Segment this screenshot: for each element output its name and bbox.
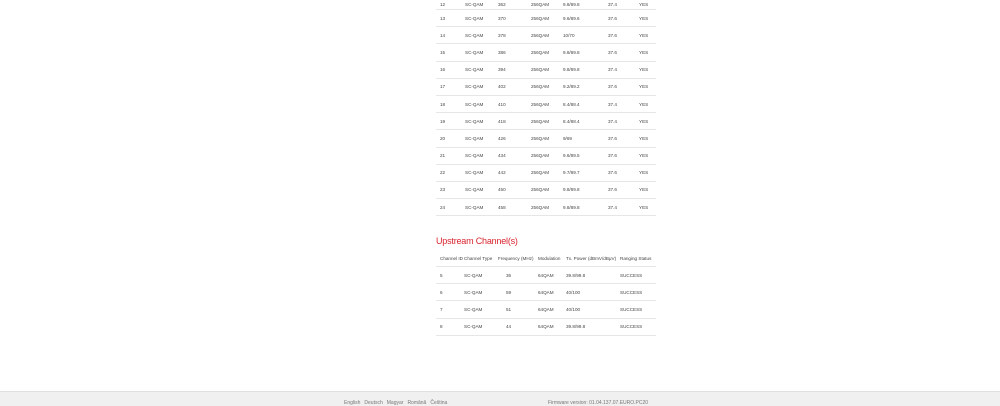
downstream-row <box>436 199 656 216</box>
downstream-cell-channel-type: SC-QAM <box>465 95 498 112</box>
downstream-cell-frequency: 370 <box>498 10 531 27</box>
downstream-cell-lock-status: YES <box>639 61 656 78</box>
downstream-cell-snr: 37.4 <box>608 113 639 130</box>
header-channel-type: Channel Type <box>464 250 498 267</box>
downstream-cell-modulation: 256QAM <box>531 147 563 164</box>
downstream-cell-channel-id: 20 <box>436 130 465 147</box>
downstream-cell-power-level: 9.8/89.8 <box>563 44 608 61</box>
upstream-cell-ranging-status: SUCCESS <box>620 267 656 284</box>
downstream-cell-channel-id: 17 <box>436 78 465 95</box>
upstream-cell-channel-type: SC-QAM <box>464 267 498 284</box>
downstream-row <box>436 78 656 95</box>
downstream-row <box>436 164 656 181</box>
downstream-cell-power-level: 9.2/89.2 <box>563 78 608 95</box>
downstream-cell-channel-id: 24 <box>436 199 465 216</box>
downstream-cell-channel-type: SC-QAM <box>465 181 498 198</box>
downstream-cell-modulation: 256QAM <box>531 130 563 147</box>
downstream-cell-channel-id: 22 <box>436 164 465 181</box>
downstream-cell-channel-id: 23 <box>436 181 465 198</box>
downstream-cell-frequency: 362 <box>498 0 531 10</box>
downstream-cell-channel-type: SC-QAM <box>465 147 498 164</box>
upstream-cell-modulation: 64QAM <box>538 318 566 335</box>
downstream-cell-power-level: 9.7/89.7 <box>563 164 608 181</box>
downstream-cell-channel-type: SC-QAM <box>465 199 498 216</box>
downstream-cell-power-level: 9.8/89.8 <box>563 61 608 78</box>
header-modulation: Modulation <box>538 250 566 267</box>
upstream-cell-frequency: 59 <box>498 284 538 301</box>
downstream-cell-power-level: 9/69 <box>563 130 608 147</box>
downstream-cell-lock-status: YES <box>639 27 656 44</box>
upstream-cell-tx-power: 40/100 <box>566 301 620 318</box>
downstream-cell-modulation: 256QAM <box>531 113 563 130</box>
downstream-cell-channel-type: SC-QAM <box>465 113 498 130</box>
downstream-cell-channel-id: 21 <box>436 147 465 164</box>
upstream-cell-tx-power: 39.8/99.8 <box>566 318 620 335</box>
downstream-table-body <box>436 0 656 216</box>
upstream-cell-frequency: 51 <box>498 301 538 318</box>
header-channel-id: Channel ID <box>436 250 464 267</box>
downstream-cell-channel-id: 19 <box>436 113 465 130</box>
upstream-cell-channel-type: SC-QAM <box>464 284 498 301</box>
downstream-row <box>436 61 656 78</box>
header-ranging-status: Ranging Status <box>620 250 656 267</box>
downstream-cell-frequency: 394 <box>498 61 531 78</box>
downstream-cell-snr: 37.4 <box>608 199 639 216</box>
language-link[interactable]: Română <box>407 400 427 406</box>
downstream-cell-power-level: 8.4/88.4 <box>563 95 608 112</box>
upstream-cell-modulation: 64QAM <box>538 267 566 284</box>
upstream-header-row <box>436 250 656 267</box>
downstream-cell-modulation: 256QAM <box>531 44 563 61</box>
footer <box>0 391 1000 406</box>
downstream-cell-snr: 37.6 <box>608 10 639 27</box>
downstream-row <box>436 181 656 198</box>
downstream-cell-lock-status: YES <box>639 0 656 10</box>
downstream-cell-channel-id: 13 <box>436 10 465 27</box>
downstream-cell-channel-type: SC-QAM <box>465 130 498 147</box>
downstream-cell-lock-status: YES <box>639 95 656 112</box>
downstream-cell-channel-id: 16 <box>436 61 465 78</box>
language-selector <box>344 400 451 406</box>
downstream-cell-modulation: 256QAM <box>531 61 563 78</box>
upstream-cell-ranging-status: SUCCESS <box>620 318 656 335</box>
downstream-cell-channel-type: SC-QAM <box>465 61 498 78</box>
upstream-cell-channel-id: 6 <box>436 284 464 301</box>
downstream-cell-lock-status: YES <box>639 130 656 147</box>
upstream-cell-tx-power: 40/100 <box>566 284 620 301</box>
downstream-cell-frequency: 402 <box>498 78 531 95</box>
downstream-cell-power-level: 9.8/89.8 <box>563 0 608 10</box>
downstream-cell-snr: 37.6 <box>608 181 639 198</box>
upstream-cell-channel-id: 7 <box>436 301 464 318</box>
downstream-cell-snr: 37.4 <box>608 61 639 78</box>
downstream-cell-snr: 37.6 <box>608 147 639 164</box>
downstream-cell-modulation: 256QAM <box>531 95 563 112</box>
downstream-row <box>436 147 656 164</box>
downstream-cell-lock-status: YES <box>639 199 656 216</box>
downstream-cell-power-level: 10/70 <box>563 27 608 44</box>
downstream-row <box>436 27 656 44</box>
downstream-cell-power-level: 8.4/88.4 <box>563 113 608 130</box>
upstream-table <box>436 250 656 336</box>
header-frequency: Frequency (MHz) <box>498 250 538 267</box>
downstream-cell-frequency: 386 <box>498 44 531 61</box>
downstream-cell-lock-status: YES <box>639 181 656 198</box>
downstream-cell-channel-id: 14 <box>436 27 465 44</box>
upstream-cell-frequency: 44 <box>498 318 538 335</box>
downstream-cell-channel-id: 12 <box>436 0 465 10</box>
downstream-cell-power-level: 9.6/89.6 <box>563 10 608 27</box>
language-link[interactable]: Deutsch <box>364 400 383 406</box>
downstream-cell-frequency: 426 <box>498 130 531 147</box>
downstream-cell-power-level: 9.6/89.5 <box>563 147 608 164</box>
downstream-cell-lock-status: YES <box>639 164 656 181</box>
language-link[interactable]: Magyar <box>386 400 404 406</box>
upstream-cell-channel-type: SC-QAM <box>464 301 498 318</box>
downstream-cell-lock-status: YES <box>639 10 656 27</box>
upstream-row <box>436 301 656 318</box>
downstream-cell-frequency: 410 <box>498 95 531 112</box>
downstream-cell-modulation: 256QAM <box>531 164 563 181</box>
downstream-cell-modulation: 256QAM <box>531 27 563 44</box>
downstream-cell-snr: 37.6 <box>608 164 639 181</box>
language-link[interactable]: English <box>344 400 361 406</box>
downstream-row <box>436 130 656 147</box>
header-tx-power: Tx. Power (dBmV/dBμV) <box>566 250 620 267</box>
downstream-cell-snr: 37.4 <box>608 95 639 112</box>
downstream-cell-modulation: 256QAM <box>531 78 563 95</box>
downstream-cell-power-level: 9.8/89.8 <box>563 199 608 216</box>
downstream-cell-channel-id: 18 <box>436 95 465 112</box>
downstream-row <box>436 0 656 10</box>
downstream-cell-channel-type: SC-QAM <box>465 44 498 61</box>
downstream-cell-channel-type: SC-QAM <box>465 78 498 95</box>
language-link[interactable]: Čeština <box>430 400 448 406</box>
upstream-cell-frequency: 36 <box>498 267 538 284</box>
downstream-cell-channel-type: SC-QAM <box>465 164 498 181</box>
downstream-cell-modulation: 256QAM <box>531 199 563 216</box>
downstream-cell-snr: 37.6 <box>608 130 639 147</box>
downstream-row <box>436 10 656 27</box>
downstream-cell-frequency: 450 <box>498 181 531 198</box>
downstream-cell-frequency: 442 <box>498 164 531 181</box>
upstream-cell-channel-id: 8 <box>436 318 464 335</box>
upstream-table-body <box>436 267 656 336</box>
downstream-cell-snr: 37.6 <box>608 78 639 95</box>
upstream-row <box>436 284 656 301</box>
downstream-cell-lock-status: YES <box>639 113 656 130</box>
upstream-cell-channel-id: 5 <box>436 267 464 284</box>
downstream-cell-frequency: 434 <box>498 147 531 164</box>
upstream-section-title: Upstream Channel(s) <box>436 236 518 246</box>
downstream-table <box>436 0 656 216</box>
downstream-row <box>436 113 656 130</box>
downstream-cell-snr: 37.4 <box>608 0 639 10</box>
downstream-row <box>436 44 656 61</box>
downstream-cell-modulation: 256QAM <box>531 0 563 10</box>
downstream-row <box>436 95 656 112</box>
downstream-cell-frequency: 458 <box>498 199 531 216</box>
downstream-cell-lock-status: YES <box>639 78 656 95</box>
downstream-cell-lock-status: YES <box>639 147 656 164</box>
upstream-cell-tx-power: 39.8/99.8 <box>566 267 620 284</box>
downstream-cell-modulation: 256QAM <box>531 10 563 27</box>
downstream-cell-modulation: 256QAM <box>531 181 563 198</box>
upstream-cell-ranging-status: SUCCESS <box>620 284 656 301</box>
upstream-row <box>436 318 656 335</box>
upstream-cell-modulation: 64QAM <box>538 284 566 301</box>
downstream-cell-channel-type: SC-QAM <box>465 27 498 44</box>
downstream-cell-power-level: 9.8/89.8 <box>563 181 608 198</box>
downstream-cell-snr: 37.6 <box>608 27 639 44</box>
upstream-cell-channel-type: SC-QAM <box>464 318 498 335</box>
downstream-cell-channel-type: SC-QAM <box>465 10 498 27</box>
upstream-row <box>436 267 656 284</box>
upstream-cell-modulation: 64QAM <box>538 301 566 318</box>
downstream-cell-snr: 37.6 <box>608 44 639 61</box>
downstream-cell-channel-id: 15 <box>436 44 465 61</box>
firmware-version: Firmware version: 01.04.137.07.EURO.PC20 <box>548 400 649 406</box>
downstream-cell-frequency: 418 <box>498 113 531 130</box>
downstream-cell-frequency: 378 <box>498 27 531 44</box>
upstream-cell-ranging-status: SUCCESS <box>620 301 656 318</box>
downstream-cell-channel-type: SC-QAM <box>465 0 498 10</box>
downstream-cell-lock-status: YES <box>639 44 656 61</box>
